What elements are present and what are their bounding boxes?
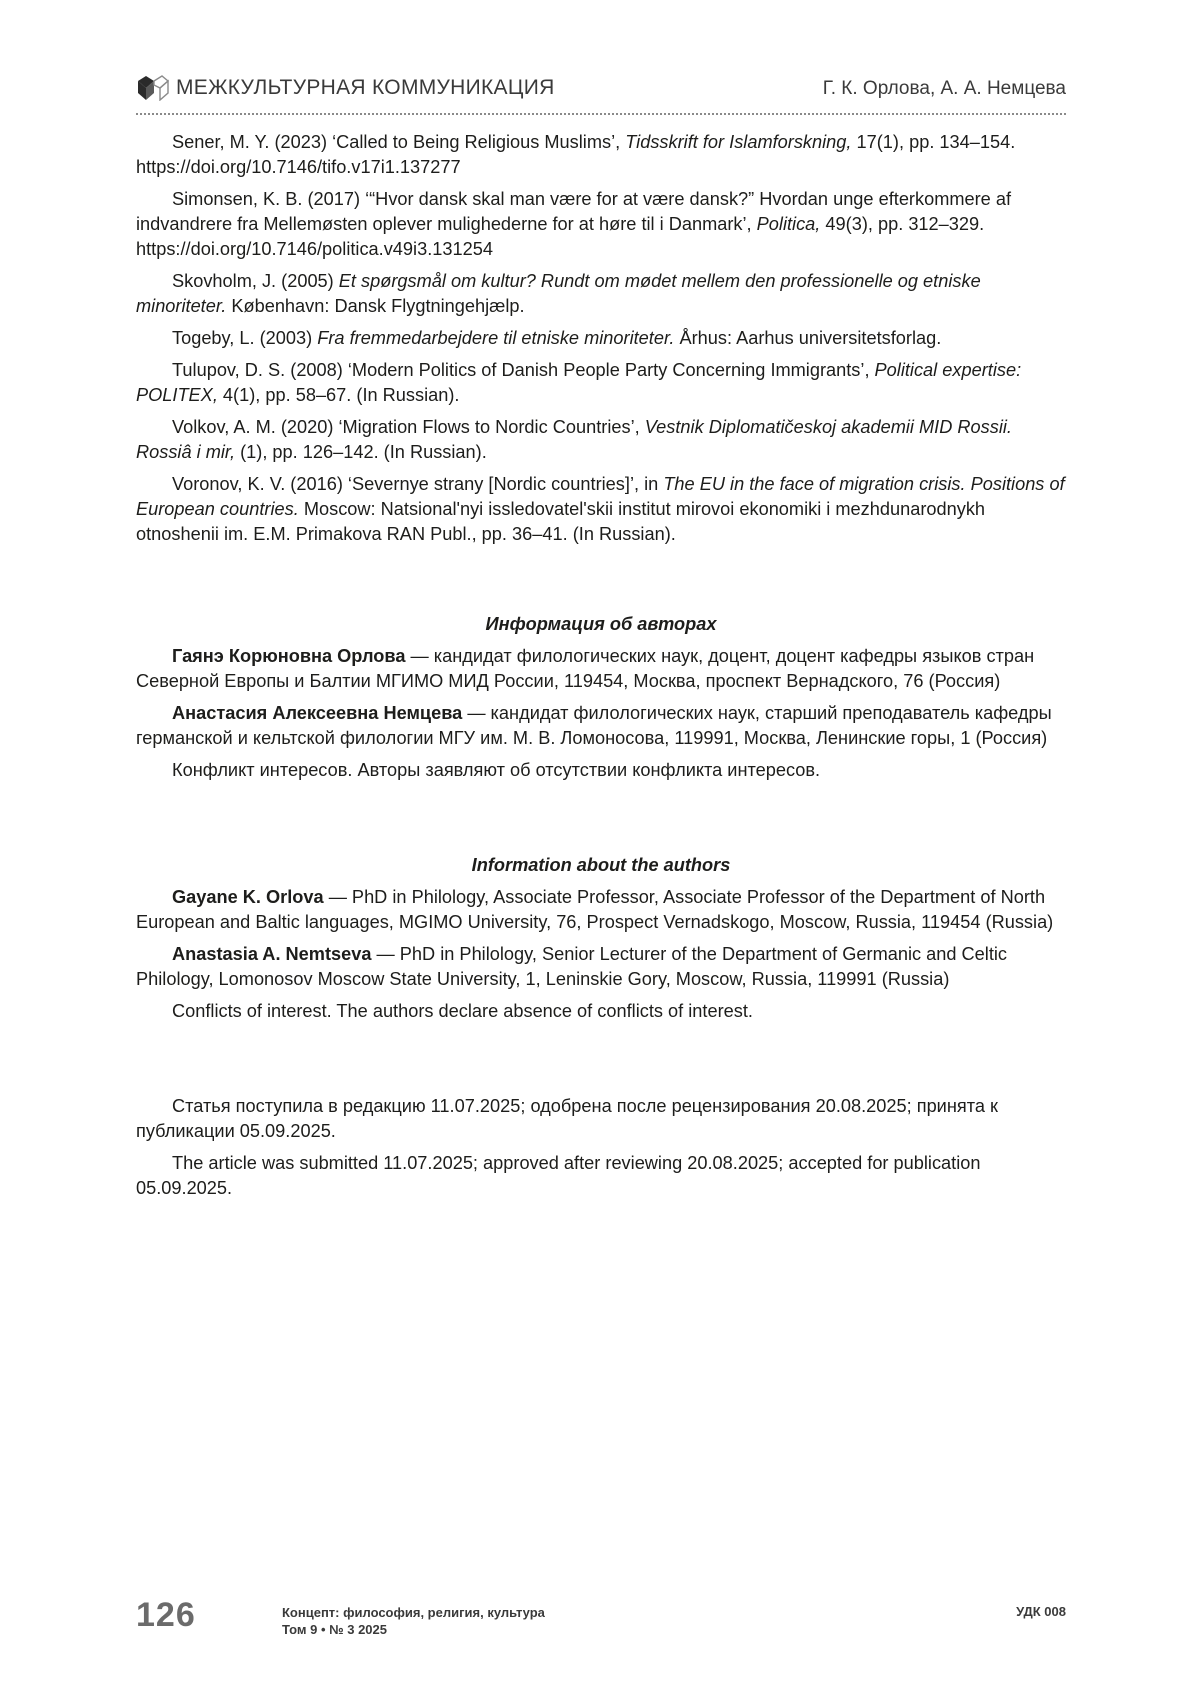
author-name: Гаянэ Корюновна Орлова	[172, 646, 406, 666]
reference-item: Sener, M. Y. (2023) ‘Called to Being Religious Muslims’, Tidsskrift for Islamforskning, 17(1), pp. 134–154. https://doi.org/10.7146/tifo.v17i1.137277	[136, 132, 1016, 177]
journal-info	[282, 1604, 545, 1638]
submission-dates	[136, 1094, 1066, 1201]
diamond-cube-icon	[136, 75, 170, 101]
author-entry: Анастасия Алексеевна Немцева — кандидат филологических наук, старший преподаватель кафедры германской и кельтской филологии МГУ им. М. В. Ломоносова, 119991, Москва, Ленинские горы, 1 (Россия)	[136, 703, 1052, 748]
running-header	[136, 72, 1066, 108]
author-entry: Гаянэ Корюновна Орлова — кандидат филологических наук, доцент, доцент кафедры языков стран Северной Европы и Балтии МГИМО МИД России, 119454, Москва, проспект Вернадского, 76 (Россия)	[136, 646, 1035, 691]
author-entry: Anastasia A. Nemtseva — PhD in Philology, Senior Lecturer of the Department of Germanic and Celtic Philology, Lomonosov Moscow State University, 1, Leninskie Gory, Moscow, Russia, 119991 (Russia)	[136, 944, 1008, 989]
section-title: МЕЖКУЛЬТУРНАЯ КОММУНИКАЦИЯ	[176, 76, 555, 99]
dates-ru: Статья поступила в редакцию 11.07.2025; одобрена после рецензирования 20.08.2025; принята к публикации 05.09.2025.	[136, 1096, 998, 1141]
journal-title: Концепт: философия, религия, культура	[282, 1605, 545, 1620]
reference-item: Simonsen, K. B. (2017) ‘“Hvor dansk skal man være for at være dansk?” Hvordan unge efterkommere af indvandrere fra Mellemøsten oplever mulighederne for at høre til i Danmark’, Politica, 49(3), pp. 312–329. https://doi.org/10.7146/politica.v49i3.131254	[136, 189, 1012, 259]
udc-code: УДК 008	[1016, 1604, 1066, 1619]
dates-en: The article was submitted 11.07.2025; approved after reviewing 20.08.2025; accepted for publication 05.09.2025.	[136, 1153, 981, 1198]
header-divider	[136, 113, 1066, 115]
page-number: 126	[136, 1596, 196, 1634]
section-heading: Information about the authors	[471, 855, 731, 875]
authors-info-en	[136, 853, 1066, 1024]
page-footer	[136, 1596, 1066, 1646]
conflict-statement: Conflicts of interest. The authors declare absence of conflicts of interest.	[172, 1001, 753, 1021]
author-entry: Gayane K. Orlova — PhD in Philology, Associate Professor, Associate Professor of the Department of North European and Baltic languages, MGIMO University, 76, Prospect Vernadskogo, Moscow, Russia, 119454 (Russia)	[136, 887, 1054, 932]
author-name: Anastasia A. Nemtseva	[172, 944, 372, 964]
reference-item: Tulupov, D. S. (2008) ‘Modern Politics of Danish People Party Concerning Immigrants’, Political expertise: POLITEX, 4(1), pp. 58–67. (In Russian).	[136, 360, 1022, 405]
reference-item: Volkov, A. M. (2020) ‘Migration Flows to Nordic Countries’, Vestnik Diplomatičeskoj akademii MID Rossii. Rossiâ i mir, (1), pp. 126–142. (In Russian).	[136, 417, 1012, 462]
conflict-statement: Конфликт интересов. Авторы заявляют об отсутствии конфликта интересов.	[172, 760, 821, 780]
authors-info-ru	[136, 612, 1066, 783]
reference-list	[136, 130, 1066, 547]
reference-item: Skovholm, J. (2005) Et spørgsmål om kultur? Rundt om mødet mellem den professionelle og etniske minoriteter. København: Dansk Flygtningehjælp.	[136, 271, 981, 316]
running-authors: Г. К. Орлова, А. А. Немцева	[822, 78, 1066, 99]
reference-item: Togeby, L. (2003) Fra fremmedarbejdere til etniske minoriteter. Århus: Aarhus universitetsforlag.	[172, 328, 942, 348]
main-content	[136, 130, 1066, 1208]
author-name: Gayane K. Orlova	[172, 887, 324, 907]
section-heading: Информация об авторах	[485, 614, 717, 634]
reference-item: Voronov, K. V. (2016) ‘Severnye strany [Nordic countries]’, in The EU in the face of migration crisis. Positions of European countries. Moscow: Natsional'nyi issledovatel'skii institut mirovoi ekonomiki i mezhdunarodnykh otnoshenii im. E.M. Primakova RAN Publ., pp. 36–41. (In Russian).	[136, 474, 1065, 544]
author-name: Анастасия Алексеевна Немцева	[172, 703, 463, 723]
journal-issue: Том 9 • № 3 2025	[282, 1622, 387, 1637]
